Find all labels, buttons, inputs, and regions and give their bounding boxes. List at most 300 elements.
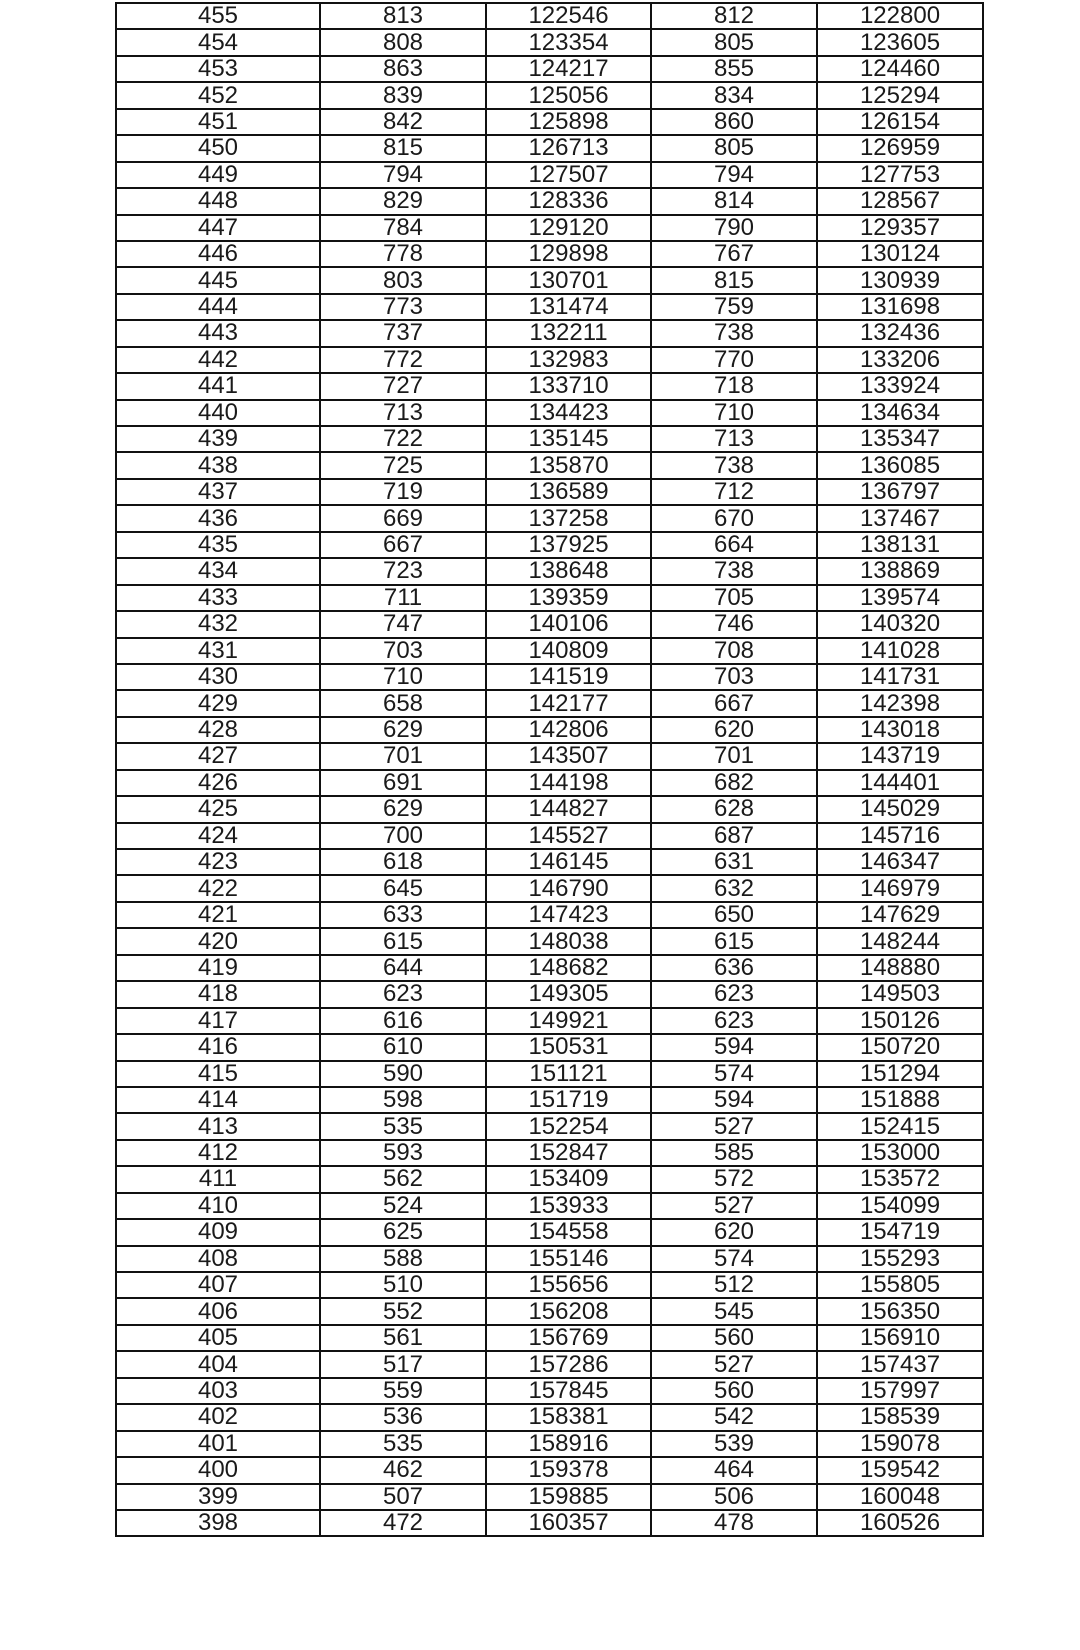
table-cell-col4: 133924: [817, 373, 983, 399]
table-cell-col1: 794: [320, 162, 486, 188]
table-row: [116, 320, 983, 346]
table-cell-col4: 122800: [817, 3, 983, 29]
table-cell-col2: 125056: [486, 82, 651, 108]
table-row: [116, 1219, 983, 1245]
table-cell-col4: 155293: [817, 1246, 983, 1272]
table-cell-col4: 140320: [817, 611, 983, 637]
table-cell-col3: 560: [651, 1378, 817, 1404]
table-cell-col4: 138869: [817, 558, 983, 584]
table-cell-col4: 144401: [817, 770, 983, 796]
table-cell-col4: 128567: [817, 188, 983, 214]
table-cell-col1: 813: [320, 3, 486, 29]
table-row: [116, 3, 983, 29]
table-cell-col3: 636: [651, 955, 817, 981]
table-cell-col3: 687: [651, 823, 817, 849]
table-cell-col2: 159378: [486, 1457, 651, 1483]
table-cell-col3: 746: [651, 611, 817, 637]
table-row: [116, 717, 983, 743]
table-cell-col0: 420: [116, 928, 320, 954]
table-cell-col4: 156350: [817, 1298, 983, 1324]
table-row: [116, 1325, 983, 1351]
table-cell-col0: 410: [116, 1193, 320, 1219]
table-cell-col2: 146145: [486, 849, 651, 875]
table-cell-col2: 156769: [486, 1325, 651, 1351]
table-cell-col1: 691: [320, 770, 486, 796]
table-cell-col1: 517: [320, 1351, 486, 1377]
table-row: [116, 928, 983, 954]
table-cell-col0: 412: [116, 1140, 320, 1166]
table-cell-col3: 650: [651, 902, 817, 928]
table-cell-col3: 718: [651, 373, 817, 399]
table-cell-col1: 535: [320, 1431, 486, 1457]
table-cell-col0: 400: [116, 1457, 320, 1483]
table-cell-col2: 151121: [486, 1061, 651, 1087]
table-cell-col1: 472: [320, 1510, 486, 1536]
table-row: [116, 849, 983, 875]
table-cell-col1: 701: [320, 743, 486, 769]
table-cell-col4: 148244: [817, 928, 983, 954]
table-row: [116, 875, 983, 901]
table-cell-col2: 152847: [486, 1140, 651, 1166]
table-cell-col2: 124217: [486, 56, 651, 82]
table-cell-col2: 147423: [486, 902, 651, 928]
table-cell-col3: 860: [651, 109, 817, 135]
table-row: [116, 1087, 983, 1113]
table-cell-col1: 598: [320, 1087, 486, 1113]
table-cell-col2: 125898: [486, 109, 651, 135]
table-row: [116, 1378, 983, 1404]
table-cell-col0: 404: [116, 1351, 320, 1377]
table-cell-col3: 620: [651, 1219, 817, 1245]
table-cell-col0: 411: [116, 1166, 320, 1192]
table-cell-col0: 446: [116, 241, 320, 267]
table-cell-col4: 159078: [817, 1431, 983, 1457]
table-cell-col4: 127753: [817, 162, 983, 188]
table-cell-col0: 403: [116, 1378, 320, 1404]
table-cell-col4: 147629: [817, 902, 983, 928]
table-cell-col1: 590: [320, 1061, 486, 1087]
table-cell-col1: 623: [320, 981, 486, 1007]
table-cell-col3: 767: [651, 241, 817, 267]
table-cell-col1: 507: [320, 1484, 486, 1510]
table-cell-col1: 510: [320, 1272, 486, 1298]
table-cell-col0: 415: [116, 1061, 320, 1087]
table-cell-col0: 440: [116, 400, 320, 426]
table-cell-col3: 506: [651, 1484, 817, 1510]
table-cell-col0: 434: [116, 558, 320, 584]
table-cell-col3: 705: [651, 585, 817, 611]
table-cell-col2: 144198: [486, 770, 651, 796]
table-row: [116, 1034, 983, 1060]
table-cell-col2: 155146: [486, 1246, 651, 1272]
table-cell-col4: 131698: [817, 294, 983, 320]
table-row: [116, 267, 983, 293]
table-row: [116, 1061, 983, 1087]
table-cell-col1: 737: [320, 320, 486, 346]
table-cell-col0: 450: [116, 135, 320, 161]
table-cell-col3: 812: [651, 3, 817, 29]
table-cell-col0: 417: [116, 1008, 320, 1034]
table-cell-col2: 145527: [486, 823, 651, 849]
table-cell-col4: 158539: [817, 1404, 983, 1430]
table-cell-col3: 701: [651, 743, 817, 769]
table-row: [116, 215, 983, 241]
table-cell-col3: 560: [651, 1325, 817, 1351]
table-cell-col4: 160526: [817, 1510, 983, 1536]
table-cell-col4: 135347: [817, 426, 983, 452]
table-cell-col1: 711: [320, 585, 486, 611]
table-cell-col4: 146347: [817, 849, 983, 875]
table-cell-col3: 834: [651, 82, 817, 108]
table-row: [116, 1272, 983, 1298]
table-cell-col1: 773: [320, 294, 486, 320]
table-cell-col2: 133710: [486, 373, 651, 399]
table-cell-col1: 536: [320, 1404, 486, 1430]
table-cell-col2: 132983: [486, 347, 651, 373]
table-cell-col1: 667: [320, 532, 486, 558]
table-cell-col0: 421: [116, 902, 320, 928]
table-cell-col2: 135870: [486, 452, 651, 478]
table-cell-col0: 435: [116, 532, 320, 558]
table-cell-col3: 790: [651, 215, 817, 241]
table-cell-col1: 722: [320, 426, 486, 452]
table-cell-col2: 151719: [486, 1087, 651, 1113]
table-row: [116, 1298, 983, 1324]
table-cell-col1: 723: [320, 558, 486, 584]
table-cell-col3: 703: [651, 664, 817, 690]
table-cell-col0: 453: [116, 56, 320, 82]
table-row: [116, 1166, 983, 1192]
table-row: [116, 558, 983, 584]
table-row: [116, 743, 983, 769]
table-cell-col3: 615: [651, 928, 817, 954]
table-cell-col1: 747: [320, 611, 486, 637]
table-row: [116, 426, 983, 452]
table-cell-col2: 142806: [486, 717, 651, 743]
table-cell-col4: 138131: [817, 532, 983, 558]
table-cell-col1: 552: [320, 1298, 486, 1324]
table-cell-col0: 442: [116, 347, 320, 373]
table-cell-col1: 559: [320, 1378, 486, 1404]
table-row: [116, 1140, 983, 1166]
table-cell-col3: 805: [651, 29, 817, 55]
table-row: [116, 479, 983, 505]
table-cell-col2: 158916: [486, 1431, 651, 1457]
table-cell-col4: 141028: [817, 638, 983, 664]
table-cell-col2: 131474: [486, 294, 651, 320]
table-cell-col1: 618: [320, 849, 486, 875]
table-cell-col1: 803: [320, 267, 486, 293]
table-cell-col0: 433: [116, 585, 320, 611]
table-cell-col1: 863: [320, 56, 486, 82]
table-cell-col3: 815: [651, 267, 817, 293]
table-row: [116, 981, 983, 1007]
table-cell-col3: 738: [651, 558, 817, 584]
table-row: [116, 1457, 983, 1483]
table-cell-col3: 632: [651, 875, 817, 901]
table-row: [116, 294, 983, 320]
table-cell-col0: 414: [116, 1087, 320, 1113]
table-cell-col2: 144827: [486, 796, 651, 822]
table-cell-col1: 535: [320, 1113, 486, 1139]
table-cell-col2: 137925: [486, 532, 651, 558]
table-cell-col2: 142177: [486, 690, 651, 716]
table-cell-col4: 125294: [817, 82, 983, 108]
table-cell-col4: 130124: [817, 241, 983, 267]
table-cell-col0: 398: [116, 1510, 320, 1536]
table-cell-col3: 572: [651, 1166, 817, 1192]
table-cell-col3: 664: [651, 532, 817, 558]
table-row: [116, 770, 983, 796]
table-cell-col1: 719: [320, 479, 486, 505]
table-cell-col4: 149503: [817, 981, 983, 1007]
table-cell-col0: 445: [116, 267, 320, 293]
table-cell-col2: 148682: [486, 955, 651, 981]
table-cell-col1: 778: [320, 241, 486, 267]
table-cell-col2: 127507: [486, 162, 651, 188]
table-row: [116, 796, 983, 822]
table-cell-col3: 710: [651, 400, 817, 426]
table-cell-col3: 594: [651, 1087, 817, 1113]
table-row: [116, 638, 983, 664]
table-cell-col0: 428: [116, 717, 320, 743]
table-cell-col3: 738: [651, 320, 817, 346]
table-cell-col1: 710: [320, 664, 486, 690]
table-cell-col1: 561: [320, 1325, 486, 1351]
table-cell-col4: 126959: [817, 135, 983, 161]
table-row: [116, 1351, 983, 1377]
table-row: [116, 1113, 983, 1139]
table-cell-col1: 669: [320, 505, 486, 531]
table-cell-col3: 527: [651, 1193, 817, 1219]
table-cell-col2: 137258: [486, 505, 651, 531]
table-cell-col3: 855: [651, 56, 817, 82]
table-cell-col2: 139359: [486, 585, 651, 611]
table-cell-col4: 150126: [817, 1008, 983, 1034]
table-cell-col3: 623: [651, 1008, 817, 1034]
table-cell-col2: 154558: [486, 1219, 651, 1245]
table-row: [116, 1008, 983, 1034]
table-cell-col2: 141519: [486, 664, 651, 690]
table-row: [116, 400, 983, 426]
table-cell-col1: 633: [320, 902, 486, 928]
table-cell-col0: 422: [116, 875, 320, 901]
table-row: [116, 347, 983, 373]
table-cell-col2: 140106: [486, 611, 651, 637]
table-cell-col1: 842: [320, 109, 486, 135]
table-cell-col4: 145716: [817, 823, 983, 849]
table-cell-col1: 725: [320, 452, 486, 478]
table-cell-col2: 128336: [486, 188, 651, 214]
table-cell-col4: 129357: [817, 215, 983, 241]
table-cell-col2: 153409: [486, 1166, 651, 1192]
table-cell-col2: 143507: [486, 743, 651, 769]
table-cell-col4: 152415: [817, 1113, 983, 1139]
table-cell-col4: 123605: [817, 29, 983, 55]
table-cell-col4: 146979: [817, 875, 983, 901]
table-cell-col0: 405: [116, 1325, 320, 1351]
table-cell-col4: 160048: [817, 1484, 983, 1510]
table-cell-col1: 610: [320, 1034, 486, 1060]
table-row: [116, 823, 983, 849]
table-row: [116, 29, 983, 55]
table-cell-col4: 153000: [817, 1140, 983, 1166]
table-cell-col2: 157845: [486, 1378, 651, 1404]
table-cell-col2: 123354: [486, 29, 651, 55]
table-cell-col4: 136797: [817, 479, 983, 505]
table-cell-col4: 148880: [817, 955, 983, 981]
table-cell-col4: 154099: [817, 1193, 983, 1219]
table-cell-col1: 644: [320, 955, 486, 981]
table-cell-col1: 713: [320, 400, 486, 426]
table-cell-col2: 149921: [486, 1008, 651, 1034]
table-cell-col2: 153933: [486, 1193, 651, 1219]
table-cell-col0: 438: [116, 452, 320, 478]
table-cell-col0: 409: [116, 1219, 320, 1245]
table-cell-col4: 151294: [817, 1061, 983, 1087]
table-row: [116, 1484, 983, 1510]
table-cell-col1: 524: [320, 1193, 486, 1219]
table-cell-col2: 160357: [486, 1510, 651, 1536]
table-cell-col0: 418: [116, 981, 320, 1007]
table-cell-col3: 620: [651, 717, 817, 743]
table-cell-col0: 416: [116, 1034, 320, 1060]
table-cell-col0: 406: [116, 1298, 320, 1324]
table-cell-col2: 158381: [486, 1404, 651, 1430]
table-row: [116, 373, 983, 399]
table-cell-col4: 150720: [817, 1034, 983, 1060]
table-cell-col1: 700: [320, 823, 486, 849]
table-cell-col0: 432: [116, 611, 320, 637]
table-cell-col0: 427: [116, 743, 320, 769]
table-cell-col4: 130939: [817, 267, 983, 293]
table-cell-col4: 126154: [817, 109, 983, 135]
table-cell-col3: 594: [651, 1034, 817, 1060]
table-row: [116, 241, 983, 267]
table-cell-col3: 574: [651, 1246, 817, 1272]
table-cell-col2: 157286: [486, 1351, 651, 1377]
table-cell-col0: 419: [116, 955, 320, 981]
table-cell-col0: 451: [116, 109, 320, 135]
table-cell-col0: 423: [116, 849, 320, 875]
table-cell-col4: 153572: [817, 1166, 983, 1192]
table-cell-col4: 124460: [817, 56, 983, 82]
table-cell-col4: 159542: [817, 1457, 983, 1483]
table-cell-col4: 154719: [817, 1219, 983, 1245]
table-row: [116, 1193, 983, 1219]
table-cell-col0: 431: [116, 638, 320, 664]
table-cell-col4: 155805: [817, 1272, 983, 1298]
table-cell-col2: 149305: [486, 981, 651, 1007]
table-cell-col3: 464: [651, 1457, 817, 1483]
table-row: [116, 1431, 983, 1457]
table-row: [116, 532, 983, 558]
table-cell-col4: 156910: [817, 1325, 983, 1351]
table-cell-col4: 137467: [817, 505, 983, 531]
table-row: [116, 452, 983, 478]
table-row: [116, 690, 983, 716]
table-row: [116, 902, 983, 928]
table-cell-col2: 152254: [486, 1113, 651, 1139]
table-cell-col1: 562: [320, 1166, 486, 1192]
table-cell-col3: 770: [651, 347, 817, 373]
table-cell-col0: 426: [116, 770, 320, 796]
table-cell-col3: 682: [651, 770, 817, 796]
table-cell-col4: 157997: [817, 1378, 983, 1404]
table-cell-col0: 448: [116, 188, 320, 214]
table-cell-col0: 443: [116, 320, 320, 346]
table-cell-col4: 145029: [817, 796, 983, 822]
table-cell-col1: 629: [320, 796, 486, 822]
table-cell-col3: 667: [651, 690, 817, 716]
table-cell-col4: 151888: [817, 1087, 983, 1113]
table-row: [116, 1510, 983, 1536]
score-distribution-table: [115, 2, 984, 1537]
table-row: [116, 585, 983, 611]
table-row: [116, 955, 983, 981]
table-cell-col3: 631: [651, 849, 817, 875]
table-cell-col0: 454: [116, 29, 320, 55]
table-cell-col0: 413: [116, 1113, 320, 1139]
table-cell-col2: 136589: [486, 479, 651, 505]
table-cell-col0: 455: [116, 3, 320, 29]
table-cell-col0: 441: [116, 373, 320, 399]
table-cell-col3: 527: [651, 1113, 817, 1139]
table-cell-col3: 814: [651, 188, 817, 214]
table-cell-col2: 148038: [486, 928, 651, 954]
table-cell-col1: 829: [320, 188, 486, 214]
table-cell-col4: 141731: [817, 664, 983, 690]
table-row: [116, 56, 983, 82]
table-row: [116, 664, 983, 690]
table-cell-col4: 136085: [817, 452, 983, 478]
table-row: [116, 1404, 983, 1430]
table-cell-col3: 478: [651, 1510, 817, 1536]
table-cell-col3: 794: [651, 162, 817, 188]
table-cell-col3: 712: [651, 479, 817, 505]
table-cell-col1: 593: [320, 1140, 486, 1166]
table-cell-col1: 616: [320, 1008, 486, 1034]
table-cell-col3: 708: [651, 638, 817, 664]
table-cell-col0: 399: [116, 1484, 320, 1510]
table-cell-col3: 527: [651, 1351, 817, 1377]
table-cell-col2: 140809: [486, 638, 651, 664]
table-cell-col2: 134423: [486, 400, 651, 426]
table-cell-col0: 424: [116, 823, 320, 849]
table-cell-col2: 150531: [486, 1034, 651, 1060]
table-cell-col2: 129898: [486, 241, 651, 267]
table-cell-col3: 545: [651, 1298, 817, 1324]
table-cell-col1: 815: [320, 135, 486, 161]
table-cell-col0: 402: [116, 1404, 320, 1430]
table-cell-col0: 447: [116, 215, 320, 241]
table-cell-col1: 615: [320, 928, 486, 954]
table-cell-col4: 132436: [817, 320, 983, 346]
table-cell-col1: 703: [320, 638, 486, 664]
table-cell-col0: 439: [116, 426, 320, 452]
table-row: [116, 188, 983, 214]
table-cell-col2: 138648: [486, 558, 651, 584]
table-cell-col1: 645: [320, 875, 486, 901]
table-cell-col0: 449: [116, 162, 320, 188]
table-cell-col4: 133206: [817, 347, 983, 373]
table-row: [116, 162, 983, 188]
table-cell-col0: 408: [116, 1246, 320, 1272]
table-row: [116, 505, 983, 531]
table-cell-col0: 430: [116, 664, 320, 690]
table-row: [116, 109, 983, 135]
table-cell-col1: 625: [320, 1219, 486, 1245]
